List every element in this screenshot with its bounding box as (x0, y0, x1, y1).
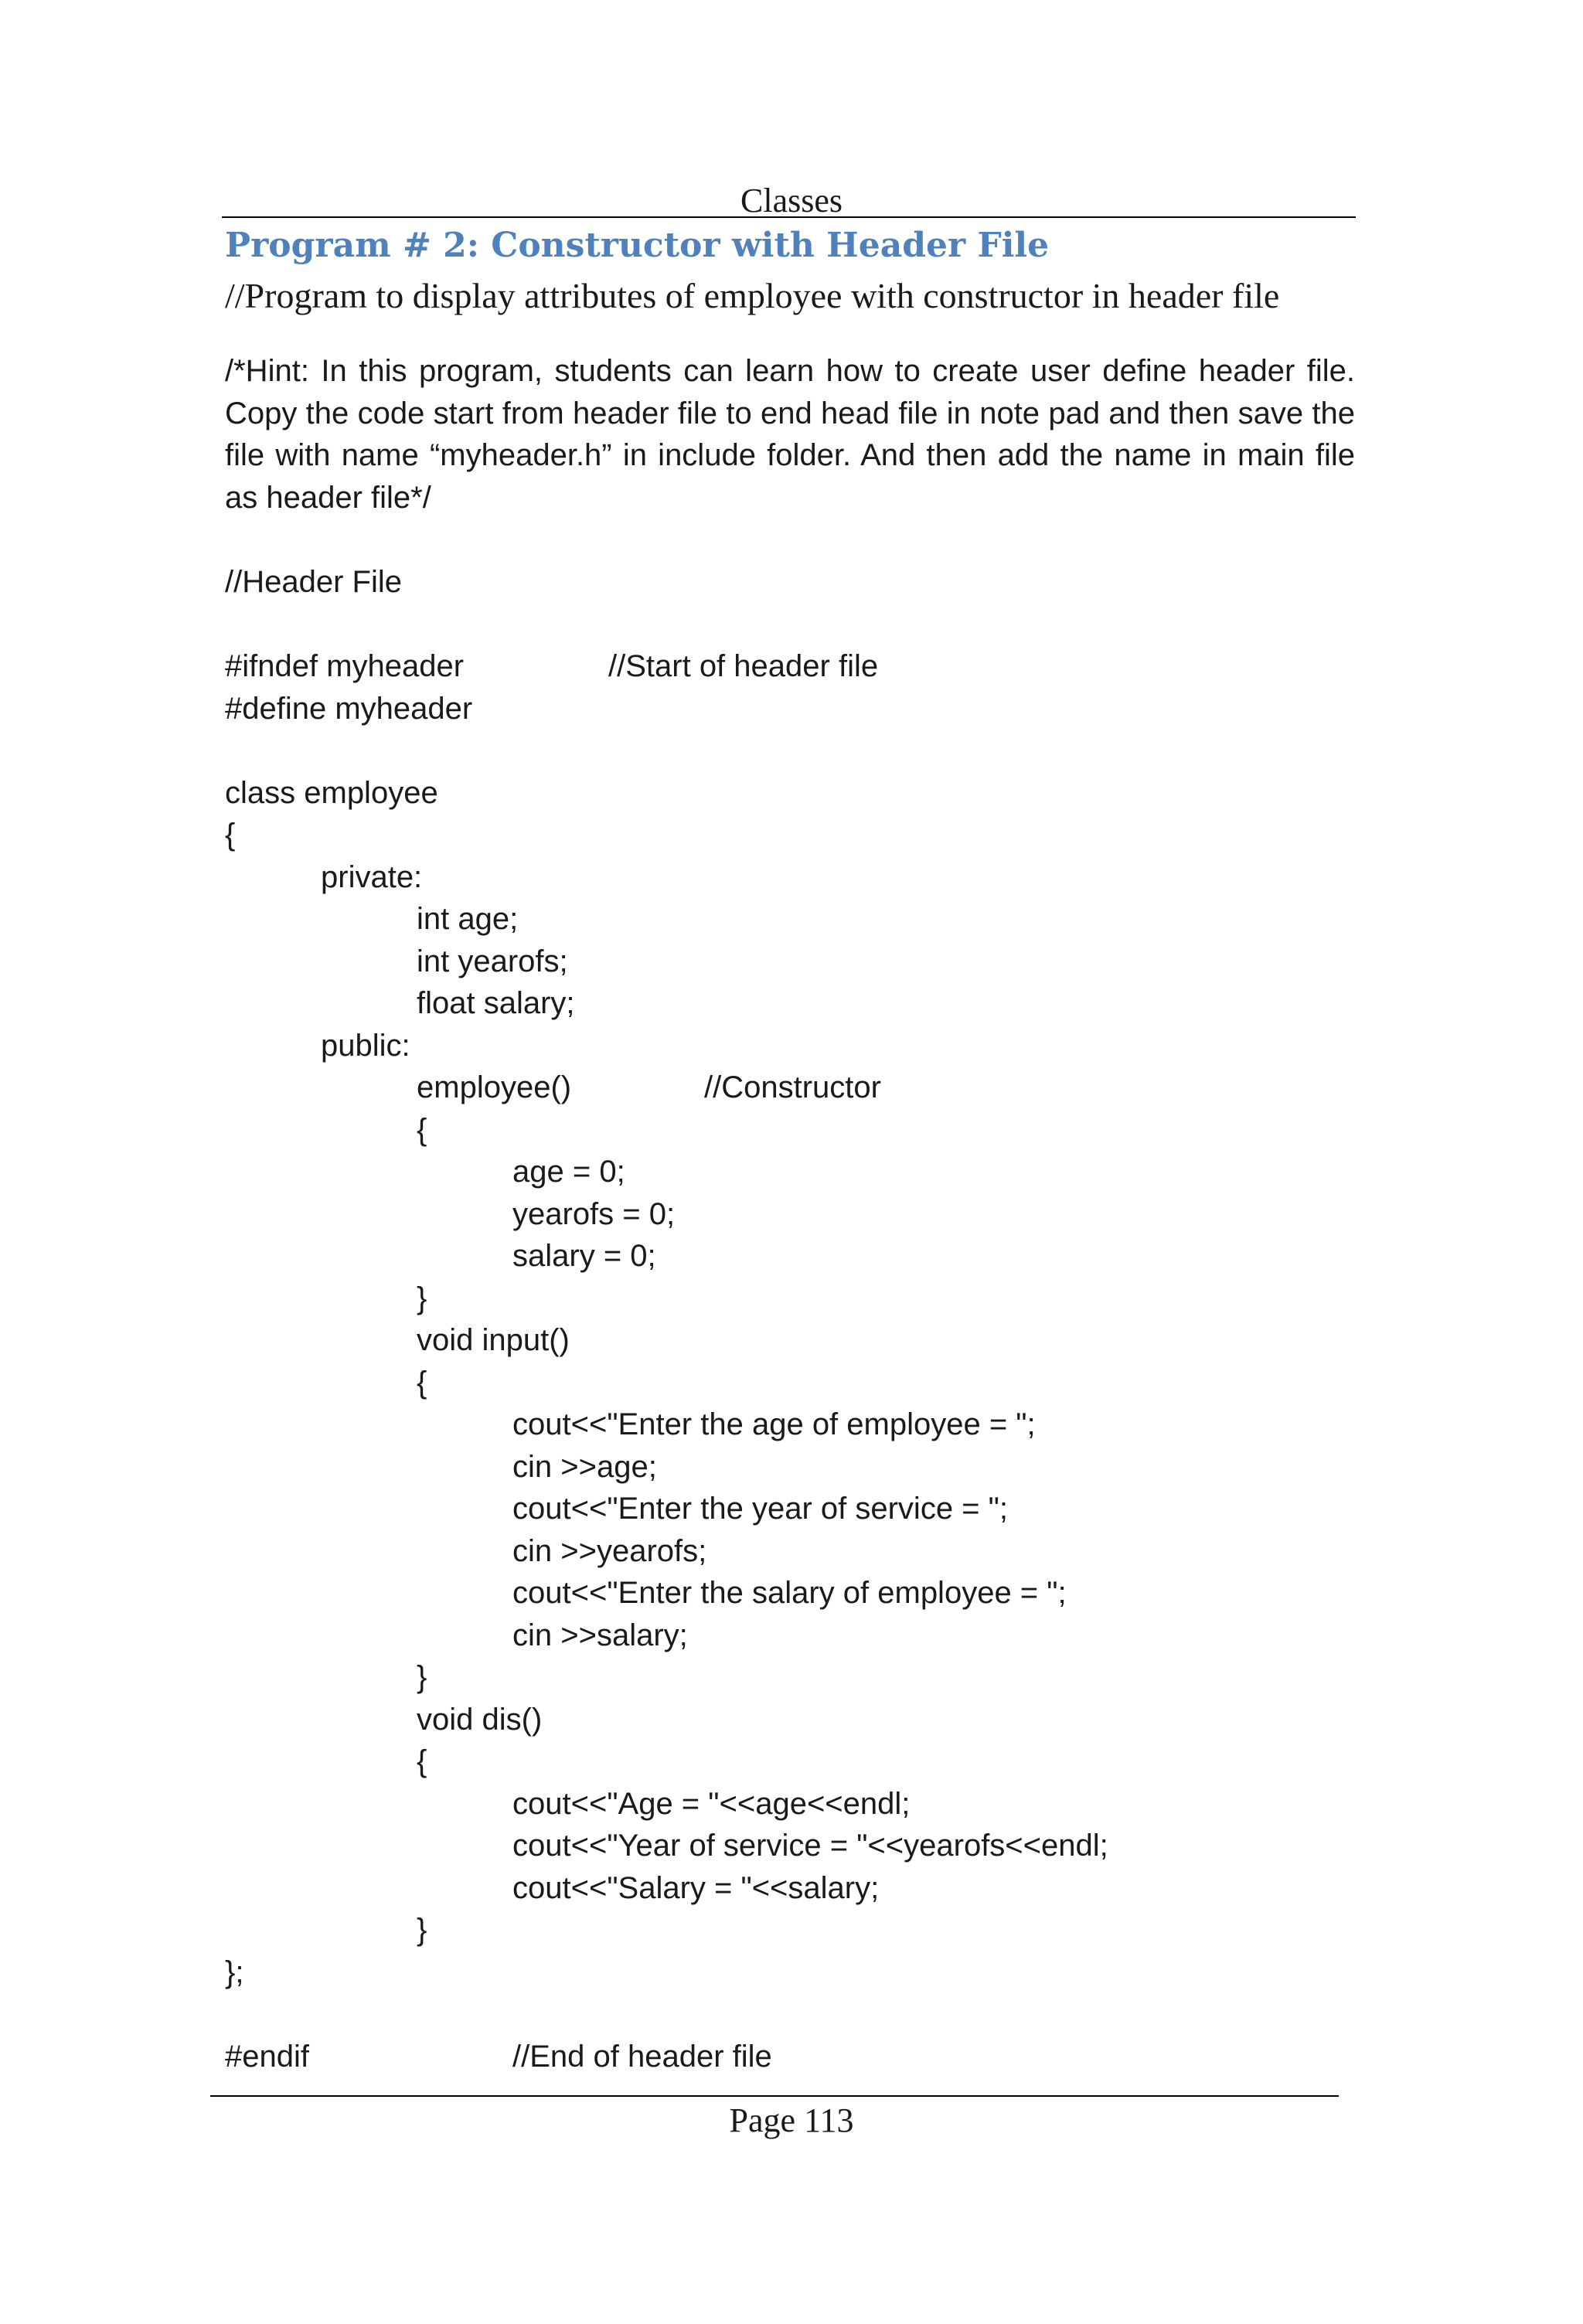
code-line (225, 1615, 1353, 1657)
code-text: cin >>salary; (512, 1618, 688, 1652)
code-line (225, 1783, 1353, 1826)
program-description: //Program to display attributes of employee with constructor in header file (225, 276, 1280, 315)
code-line (225, 941, 1353, 983)
code-line (225, 1235, 1353, 1278)
code-text: }; (225, 1955, 244, 1989)
code-comment: //End of header file (512, 2039, 772, 2074)
code-line (225, 1404, 1353, 1446)
code-line (225, 1572, 1353, 1615)
code-text: cin >>yearofs; (512, 1533, 707, 1568)
code-listing (225, 561, 1353, 2077)
code-text: #endif (225, 2039, 309, 2074)
code-line (225, 1740, 1353, 1783)
footer-rule (210, 2095, 1339, 2097)
code-text: { (417, 1365, 427, 1400)
code-text: cout<<"Enter the year of service = "; (512, 1492, 1008, 1526)
code-line (225, 1278, 1353, 1320)
code-text: cout<<"Enter the age of employee = "; (512, 1407, 1036, 1441)
code-text: age = 0; (512, 1155, 625, 1189)
code-text: { (225, 818, 236, 852)
code-line (225, 1446, 1353, 1489)
code-comment: //Constructor (704, 1070, 881, 1104)
code-line (225, 561, 1353, 604)
code-line (225, 2036, 1353, 2078)
code-text: #ifndef myheader (225, 649, 465, 683)
code-text: int yearofs; (417, 944, 568, 978)
code-line (225, 1951, 1353, 1994)
hint-paragraph: /*Hint: In this program, students can learn how to create user define header file. Copy the code start from header file to end head file in note pad and then save the file with name “myheader.h” in include folder. And then add the name in main file as header file*/ (225, 354, 1355, 515)
code-line (225, 1993, 1353, 2036)
code-line (225, 730, 1353, 772)
code-text: cout<<"Year of service = "<<yearofs<<endl; (512, 1829, 1108, 1863)
code-text: public: (321, 1028, 410, 1063)
code-text: salary = 0; (512, 1239, 656, 1273)
code-line (225, 814, 1353, 856)
code-line (225, 1909, 1353, 1951)
code-line (225, 1488, 1353, 1530)
code-line (225, 1656, 1353, 1699)
code-text: void input() (417, 1323, 570, 1357)
code-text: int age; (417, 902, 519, 936)
code-line (225, 1699, 1353, 1741)
code-line (225, 982, 1353, 1025)
code-text: cout<<"Enter the salary of employee = "; (512, 1576, 1067, 1610)
code-text: { (417, 1112, 427, 1147)
code-line (225, 1193, 1353, 1236)
code-text: //Header File (225, 565, 402, 599)
running-header: Classes (740, 182, 843, 219)
code-line (225, 898, 1353, 941)
code-line (225, 1025, 1353, 1067)
code-text: class employee (225, 775, 438, 810)
code-line (225, 688, 1353, 730)
code-text: cout<<"Age = "<<age<<endl; (512, 1786, 911, 1821)
code-line (225, 1067, 1353, 1109)
code-text: cout<<"Salary = "<<salary; (512, 1870, 880, 1905)
code-line (225, 1867, 1353, 1910)
code-text: } (417, 1913, 427, 1947)
code-line (225, 1109, 1353, 1152)
code-text: float salary; (417, 986, 575, 1020)
code-line (225, 1530, 1353, 1573)
code-line (225, 772, 1353, 815)
page-number: Page 113 (729, 2101, 854, 2139)
code-text: } (417, 1281, 427, 1315)
code-comment: //Start of header file (608, 649, 879, 683)
code-line (225, 1151, 1353, 1193)
code-text: employee() (417, 1070, 572, 1104)
code-line (225, 1362, 1353, 1404)
code-line (225, 856, 1353, 899)
code-text: yearofs = 0; (512, 1196, 676, 1231)
code-text: cin >>age; (512, 1449, 657, 1484)
code-line (225, 1319, 1353, 1362)
code-line (225, 1825, 1353, 1867)
code-text: #define myheader (225, 691, 473, 726)
code-text: { (417, 1744, 427, 1778)
header-rule (222, 216, 1356, 218)
code-text: private: (321, 859, 423, 894)
code-text: void dis() (417, 1702, 543, 1737)
code-line (225, 645, 1353, 688)
program-title: Program # 2: Constructor with Header File (225, 226, 1050, 265)
code-line (225, 604, 1353, 646)
code-text: } (417, 1660, 427, 1694)
